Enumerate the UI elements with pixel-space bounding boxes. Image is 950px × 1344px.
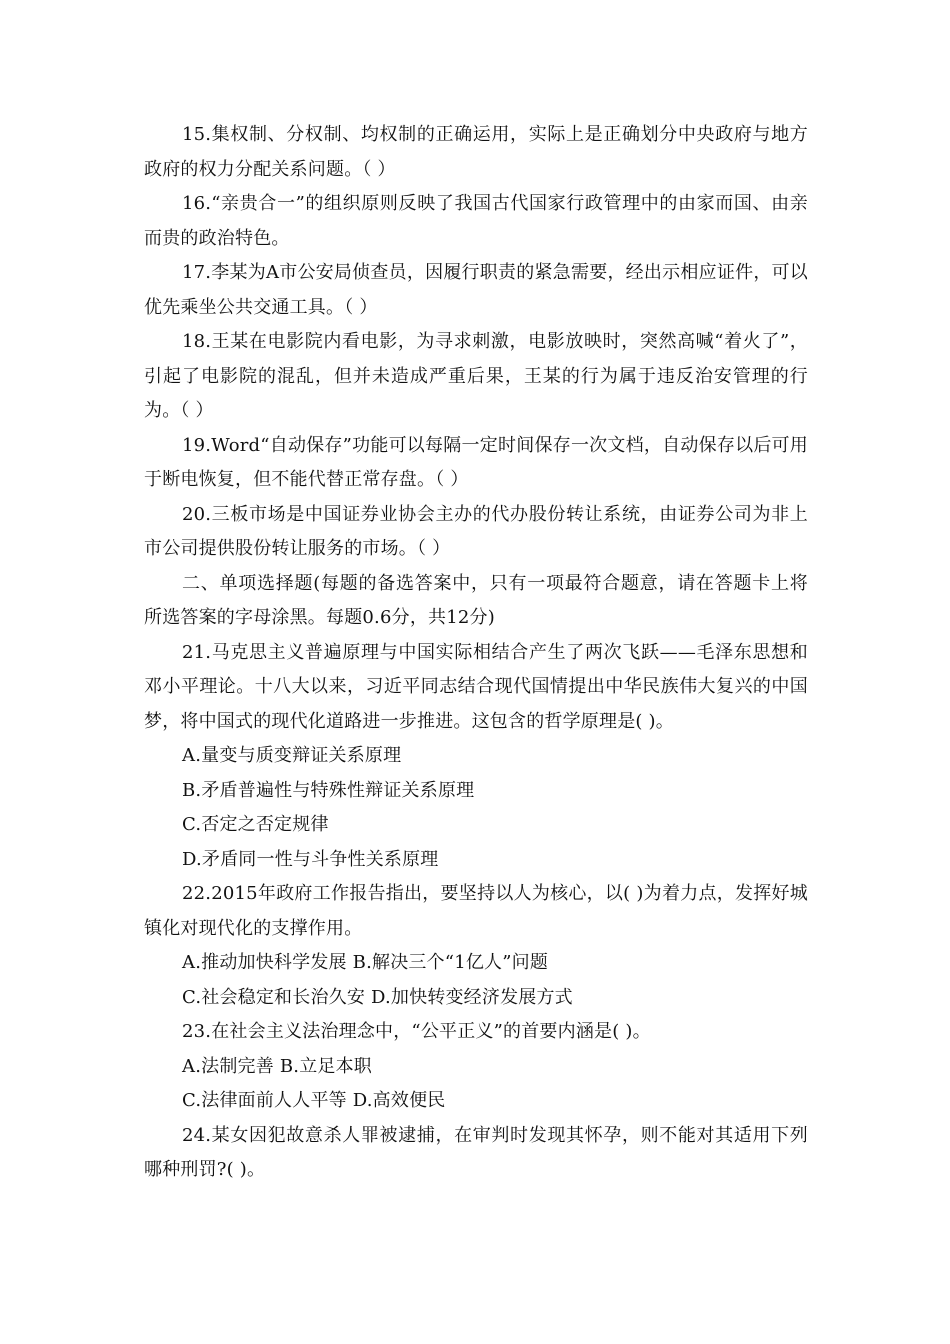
question-15: 15.集权制、分权制、均权制的正确运用，实际上是正确划分中央政府与地方政府的权力分配关系问题。（ ） xyxy=(144,124,808,180)
section-heading-single-choice: 二、单项选择题(每题的备选答案中，只有一项最符合题意，请在答题卡上将所选答案的字母涂黑。每题0.6分，共12分) xyxy=(144,572,808,628)
question-23-options-cd: C.法律面前人人平等 D.高效便民 xyxy=(182,1090,446,1111)
question-17: 17.李某为A市公安局侦查员，因履行职责的紧急需要，经出示相应证件，可以优先乘坐公共交通工具。（ ） xyxy=(144,262,808,318)
question-23-options-ab: A.法制完善 B.立足本职 xyxy=(182,1055,372,1077)
question-24: 24.某女因犯故意杀人罪被逮捕，在审判时发现其怀孕，则不能对其适用下列哪种刑罚?( )。 xyxy=(144,1124,808,1180)
question-18: 18.王某在电影院内看电影，为寻求刺激，电影放映时，突然高喊“着火了”，引起了电影院的混乱，但并未造成严重后果，王某的行为属于违反治安管理的行为。（ ） xyxy=(144,331,808,421)
question-20: 20.三板市场是中国证券业协会主办的代办股份转让系统，由证券公司为非上市公司提供股份转让服务的市场。（ ） xyxy=(144,503,808,559)
question-23: 23.在社会主义法治理念中，“公平正义”的首要内涵是( )。 xyxy=(182,1021,651,1042)
question-22-options-cd: C.社会稳定和长治久安 D.加快转变经济发展方式 xyxy=(182,986,573,1008)
question-22-options-ab: A.推动加快科学发展 B.解决三个“1亿人”问题 xyxy=(182,952,549,973)
question-21-option-d: D.矛盾同一性与斗争性关系原理 xyxy=(182,848,439,870)
question-16: 16.“亲贵合一”的组织原则反映了我国古代国家行政管理中的由家而国、由亲而贵的政治特色。 xyxy=(144,193,808,249)
question-21-option-b: B.矛盾普遍性与特殊性辩证关系原理 xyxy=(182,779,475,801)
question-22: 22.2015年政府工作报告指出，要坚持以人为核心，以( )为着力点，发挥好城镇化对现代化的支撑作用。 xyxy=(144,883,808,939)
question-21-option-a: A.量变与质变辩证关系原理 xyxy=(182,745,402,766)
document-page xyxy=(144,118,808,1188)
question-21-option-c: C.否定之否定规律 xyxy=(182,814,329,835)
question-19: 19.Word“自动保存”功能可以每隔一定时间保存一次文档，自动保存以后可用于断电恢复，但不能代替正常存盘。（ ） xyxy=(144,434,808,490)
question-21: 21.马克思主义普遍原理与中国实际相结合产生了两次飞跃——毛泽东思想和邓小平理论。十八大以来，习近平同志结合现代国情提出中华民族伟大复兴的中国梦，将中国式的现代化道路进一步推进。这包含的哲学原理是( )。 xyxy=(144,641,808,732)
